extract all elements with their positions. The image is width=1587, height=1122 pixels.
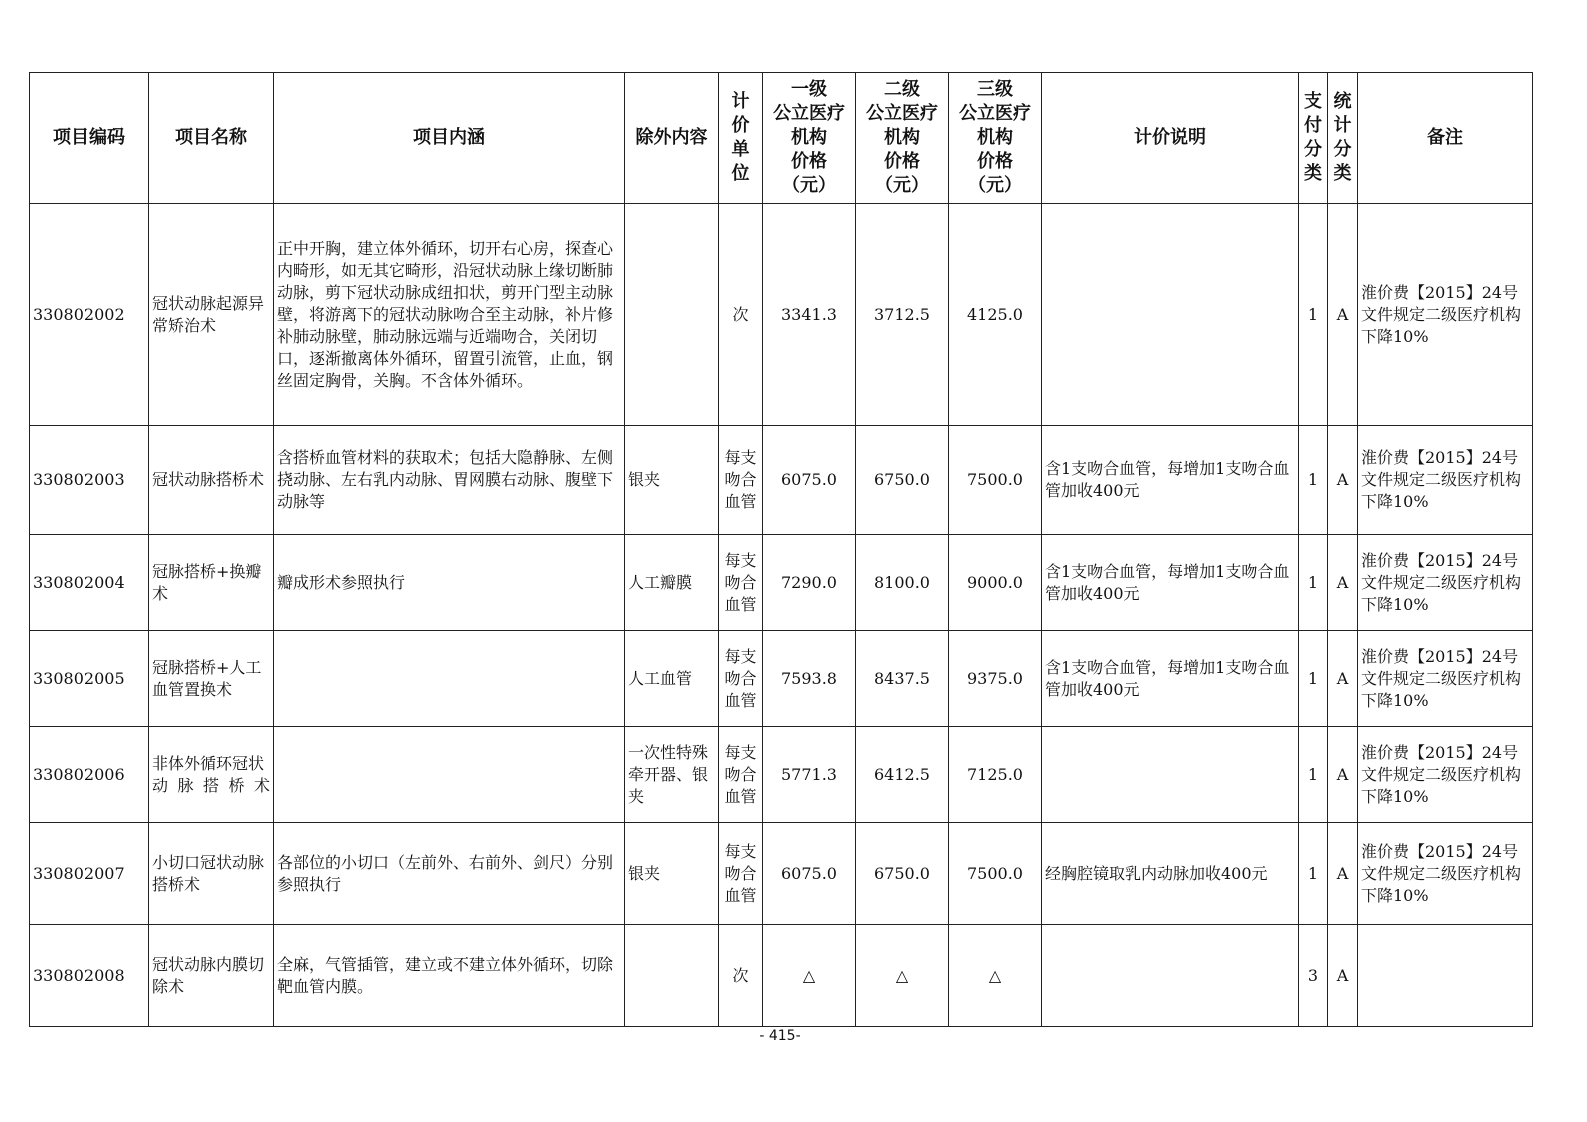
cell-stat-class: A (1328, 631, 1358, 727)
cell-name: 冠状动脉内膜切除术 (149, 925, 274, 1027)
cell-name: 冠状动脉起源异常矫治术 (149, 204, 274, 426)
cell-content: 正中开胸，建立体外循环，切开右心房，探查心内畸形，如无其它畸形，沿冠状动脉上缘切断肺动脉，剪下冠状动脉成纽扣状，剪开门型主动脉壁，将游离下的冠状动脉吻合至主动脉，补片修补肺动脉壁，肺动脉远端与近端吻合，关闭切口，逐渐撤离体外循环，留置引流管，止血，钢丝固定胸骨，关胸。不含体外循环。 (274, 204, 625, 426)
cell-note (1042, 204, 1299, 426)
table-row (30, 727, 1533, 823)
header-price-level2-text: 二级 公立医疗 机构 价格 （元） (866, 79, 938, 196)
cell-content: 含搭桥血管材料的获取术；包括大隐静脉、左侧挠动脉、左右乳内动脉、胃网膜右动脉、腹壁下动脉等 (274, 426, 625, 535)
cell-pay-class: 1 (1299, 727, 1328, 823)
cell-unit-text: 次 (732, 304, 749, 324)
cell-note: 含1支吻合血管，每增加1支吻合血管加收400元 (1042, 426, 1299, 535)
cell-code: 330802002 (30, 204, 149, 426)
cell-unit (719, 823, 763, 925)
cell-exclusion: 银夹 (625, 426, 719, 535)
cell-price-level3: 7500.0 (949, 823, 1042, 925)
cell-stat-class: A (1328, 727, 1358, 823)
cell-name: 非体外循环冠状动脉搭桥术 (149, 727, 274, 823)
header-stat-class (1328, 73, 1358, 204)
cell-unit (719, 426, 763, 535)
cell-code: 330802005 (30, 631, 149, 727)
cell-price-level3: 9000.0 (949, 535, 1042, 631)
cell-price-level3: 9375.0 (949, 631, 1042, 727)
cell-price-level1: 5771.3 (763, 727, 856, 823)
cell-remark: 淮价费【2015】24号文件规定二级医疗机构下降10% (1358, 823, 1533, 925)
cell-exclusion: 人工血管 (625, 631, 719, 727)
cell-pay-class: 1 (1299, 204, 1328, 426)
header-price-level1 (763, 73, 856, 204)
cell-price-level3: △ (949, 925, 1042, 1027)
cell-exclusion: 银夹 (625, 823, 719, 925)
page-number: - 415- (759, 1028, 801, 1044)
cell-note: 含1支吻合血管，每增加1支吻合血管加收400元 (1042, 535, 1299, 631)
cell-code: 330802003 (30, 426, 149, 535)
cell-unit-text: 每支吻合血管 (724, 646, 757, 710)
cell-code: 330802008 (30, 925, 149, 1027)
cell-remark: 淮价费【2015】24号文件规定二级医疗机构下降10% (1358, 727, 1533, 823)
cell-pay-class: 1 (1299, 823, 1328, 925)
header-pay-class-text: 支付分类 (1304, 91, 1322, 184)
header-name: 项目名称 (149, 73, 274, 204)
cell-remark: 淮价费【2015】24号文件规定二级医疗机构下降10% (1358, 426, 1533, 535)
cell-price-level1: 7593.8 (763, 631, 856, 727)
cell-note: 经胸腔镜取乳内动脉加收400元 (1042, 823, 1299, 925)
cell-price-level1: 6075.0 (763, 823, 856, 925)
cell-unit (719, 727, 763, 823)
cell-price-level2: 8437.5 (856, 631, 949, 727)
cell-unit-text: 次 (732, 965, 749, 985)
header-price-level3-text: 三级 公立医疗 机构 价格 （元） (959, 79, 1031, 196)
cell-stat-class: A (1328, 535, 1358, 631)
table-row (30, 204, 1533, 426)
cell-price-level2: 3712.5 (856, 204, 949, 426)
header-price-level2 (856, 73, 949, 204)
cell-note (1042, 727, 1299, 823)
cell-exclusion (625, 204, 719, 426)
table-row (30, 535, 1533, 631)
cell-pay-class: 1 (1299, 631, 1328, 727)
cell-price-level1: 3341.3 (763, 204, 856, 426)
cell-price-level2: △ (856, 925, 949, 1027)
cell-name: 冠脉搭桥+换瓣术 (149, 535, 274, 631)
cell-name: 小切口冠状动脉搭桥术 (149, 823, 274, 925)
cell-remark: 淮价费【2015】24号文件规定二级医疗机构下降10% (1358, 535, 1533, 631)
cell-stat-class: A (1328, 925, 1358, 1027)
cell-note: 含1支吻合血管，每增加1支吻合血管加收400元 (1042, 631, 1299, 727)
cell-price-level1: 7290.0 (763, 535, 856, 631)
cell-unit (719, 535, 763, 631)
header-price-level1-text: 一级 公立医疗 机构 价格 （元） (773, 79, 845, 196)
header-note: 计价说明 (1042, 73, 1299, 204)
header-unit (719, 73, 763, 204)
cell-pay-class: 3 (1299, 925, 1328, 1027)
header-content: 项目内涵 (274, 73, 625, 204)
cell-exclusion: 一次性特殊牵开器、银夹 (625, 727, 719, 823)
cell-unit-text: 每支吻合血管 (724, 742, 757, 806)
cell-code: 330802004 (30, 535, 149, 631)
cell-price-level3: 7500.0 (949, 426, 1042, 535)
header-remark: 备注 (1358, 73, 1533, 204)
cell-price-level2: 6750.0 (856, 823, 949, 925)
cell-unit (719, 925, 763, 1027)
cell-stat-class: A (1328, 204, 1358, 426)
table-row (30, 823, 1533, 925)
cell-content: 全麻，气管插管，建立或不建立体外循环，切除靶血管内膜。 (274, 925, 625, 1027)
cell-price-level2: 6750.0 (856, 426, 949, 535)
cell-pay-class: 1 (1299, 535, 1328, 631)
cell-price-level3: 7125.0 (949, 727, 1042, 823)
cell-stat-class: A (1328, 823, 1358, 925)
cell-content (274, 631, 625, 727)
cell-content (274, 727, 625, 823)
cell-unit-text: 每支吻合血管 (724, 841, 757, 905)
cell-name: 冠脉搭桥+人工血管置换术 (149, 631, 274, 727)
cell-price-level2: 8100.0 (856, 535, 949, 631)
table-row (30, 631, 1533, 727)
cell-content: 瓣成形术参照执行 (274, 535, 625, 631)
cell-price-level1: 6075.0 (763, 426, 856, 535)
header-pay-class (1299, 73, 1328, 204)
cell-exclusion (625, 925, 719, 1027)
cell-unit (719, 631, 763, 727)
cell-remark: 淮价费【2015】24号文件规定二级医疗机构下降10% (1358, 204, 1533, 426)
cell-unit-text: 每支吻合血管 (724, 448, 757, 511)
header-exclusion: 除外内容 (625, 73, 719, 204)
cell-note (1042, 925, 1299, 1027)
table-row (30, 426, 1533, 535)
header-row (30, 73, 1533, 204)
cell-name: 冠状动脉搭桥术 (149, 426, 274, 535)
header-stat-class-text: 统计分类 (1333, 91, 1352, 184)
cell-price-level2: 6412.5 (856, 727, 949, 823)
cell-price-level1: △ (763, 925, 856, 1027)
cell-code: 330802007 (30, 823, 149, 925)
cell-exclusion: 人工瓣膜 (625, 535, 719, 631)
cell-remark (1358, 925, 1533, 1027)
cell-pay-class: 1 (1299, 426, 1328, 535)
cell-unit (719, 204, 763, 426)
cell-price-level3: 4125.0 (949, 204, 1042, 426)
cell-unit-text: 每支吻合血管 (724, 550, 757, 614)
cell-stat-class: A (1328, 426, 1358, 535)
price-table (29, 72, 1533, 1027)
header-code: 项目编码 (30, 73, 149, 204)
table-row (30, 925, 1533, 1027)
cell-remark: 淮价费【2015】24号文件规定二级医疗机构下降10% (1358, 631, 1533, 727)
cell-content: 各部位的小切口（左前外、右前外、剑尺）分别参照执行 (274, 823, 625, 925)
header-price-level3 (949, 73, 1042, 204)
header-unit-text: 计价单位 (731, 91, 750, 184)
cell-code: 330802006 (30, 727, 149, 823)
